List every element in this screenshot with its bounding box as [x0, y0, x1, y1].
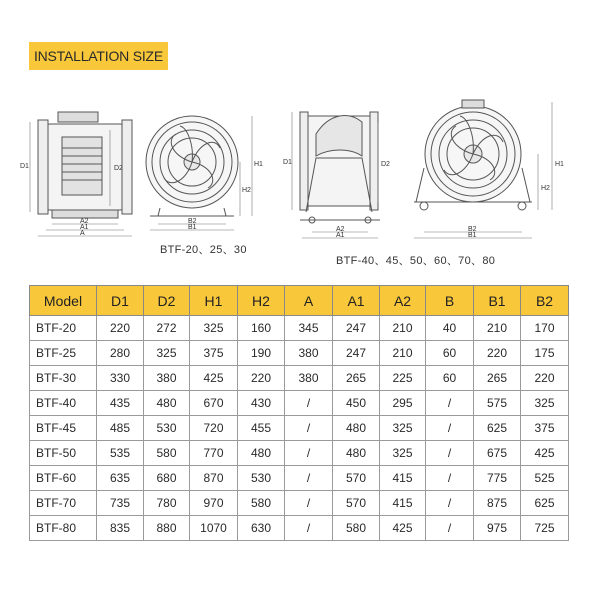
header-a: A — [285, 286, 333, 316]
label-b1-large: B1 — [468, 232, 477, 239]
label-b2-large: B2 — [468, 226, 477, 233]
label-h1-large: H1 — [555, 161, 564, 168]
value-cell: / — [426, 391, 474, 416]
value-cell: 190 — [238, 341, 285, 366]
value-cell: 975 — [474, 516, 521, 541]
value-cell: 775 — [474, 466, 521, 491]
table-row — [30, 491, 569, 516]
header-b: B — [426, 286, 474, 316]
value-cell: 535 — [97, 441, 144, 466]
label-b2-small: B2 — [188, 218, 197, 225]
label-a1-large: A1 — [336, 232, 345, 239]
header-b1: B1 — [474, 286, 521, 316]
table-row — [30, 416, 569, 441]
value-cell: 220 — [238, 366, 285, 391]
value-cell: 425 — [380, 516, 426, 541]
header-a1: A1 — [333, 286, 380, 316]
header-a2: A2 — [380, 286, 426, 316]
value-cell: 875 — [474, 491, 521, 516]
table-row — [30, 366, 569, 391]
value-cell: 415 — [380, 491, 426, 516]
value-cell: 247 — [333, 316, 380, 341]
value-cell: 247 — [333, 341, 380, 366]
value-cell: 485 — [97, 416, 144, 441]
value-cell: 325 — [380, 416, 426, 441]
label-d1-small: D1 — [20, 163, 29, 170]
value-cell: 780 — [144, 491, 190, 516]
table-header-row — [30, 286, 569, 316]
value-cell: 375 — [521, 416, 569, 441]
header-d2: D2 — [144, 286, 190, 316]
value-cell: 380 — [285, 341, 333, 366]
value-cell: 220 — [521, 366, 569, 391]
table-row — [30, 391, 569, 416]
drawings-canvas — [0, 82, 600, 272]
header-b2: B2 — [521, 286, 569, 316]
label-a2-large: A2 — [336, 226, 345, 233]
value-cell: / — [285, 466, 333, 491]
value-cell: / — [285, 441, 333, 466]
label-d1-large: D1 — [283, 159, 292, 166]
installation-size-table — [29, 285, 569, 541]
value-cell: / — [285, 516, 333, 541]
value-cell: 680 — [144, 466, 190, 491]
value-cell: 425 — [190, 366, 238, 391]
value-cell: 175 — [521, 341, 569, 366]
value-cell: 225 — [380, 366, 426, 391]
value-cell: 375 — [190, 341, 238, 366]
table-body — [30, 316, 569, 541]
value-cell: 530 — [238, 466, 285, 491]
model-cell: BTF-40 — [30, 391, 97, 416]
value-cell: 325 — [190, 316, 238, 341]
value-cell: 430 — [238, 391, 285, 416]
value-cell: / — [426, 441, 474, 466]
value-cell: 450 — [333, 391, 380, 416]
value-cell: 220 — [474, 341, 521, 366]
value-cell: 265 — [333, 366, 380, 391]
large-fan-front-view — [414, 100, 552, 238]
value-cell: 970 — [190, 491, 238, 516]
value-cell: 1070 — [190, 516, 238, 541]
value-cell: 570 — [333, 466, 380, 491]
value-cell: 380 — [144, 366, 190, 391]
value-cell: 635 — [97, 466, 144, 491]
table-row — [30, 441, 569, 466]
value-cell: / — [426, 491, 474, 516]
value-cell: 60 — [426, 366, 474, 391]
value-cell: 625 — [474, 416, 521, 441]
value-cell: 272 — [144, 316, 190, 341]
header-h2: H2 — [238, 286, 285, 316]
value-cell: 345 — [285, 316, 333, 341]
label-a2-small: A2 — [80, 218, 89, 225]
value-cell: 210 — [380, 316, 426, 341]
caption-large-fans: BTF-40、45、50、60、70、80 — [336, 255, 496, 267]
label-h1-small: H1 — [254, 161, 263, 168]
value-cell: 735 — [97, 491, 144, 516]
header-d1: D1 — [97, 286, 144, 316]
value-cell: 870 — [190, 466, 238, 491]
value-cell: 675 — [474, 441, 521, 466]
value-cell: 415 — [380, 466, 426, 491]
large-fan-side-view — [292, 112, 380, 238]
model-cell: BTF-45 — [30, 416, 97, 441]
small-fan-front-view — [146, 116, 252, 230]
value-cell: 330 — [97, 366, 144, 391]
value-cell: 480 — [333, 416, 380, 441]
value-cell: / — [285, 491, 333, 516]
value-cell: 325 — [521, 391, 569, 416]
value-cell: 220 — [97, 316, 144, 341]
caption-small-fans: BTF-20、25、30 — [160, 244, 247, 256]
value-cell: 625 — [521, 491, 569, 516]
value-cell: 435 — [97, 391, 144, 416]
label-h2-small: H2 — [242, 187, 251, 194]
value-cell: / — [285, 416, 333, 441]
label-a-small: A — [80, 230, 85, 237]
value-cell: 425 — [521, 441, 569, 466]
model-cell: BTF-80 — [30, 516, 97, 541]
value-cell: / — [426, 466, 474, 491]
table-row — [30, 466, 569, 491]
label-b1-small: B1 — [188, 224, 197, 231]
value-cell: 480 — [144, 391, 190, 416]
table-row — [30, 341, 569, 366]
value-cell: 295 — [380, 391, 426, 416]
value-cell: 210 — [474, 316, 521, 341]
value-cell: / — [285, 391, 333, 416]
section-title: INSTALLATION SIZE — [29, 42, 168, 70]
value-cell: 720 — [190, 416, 238, 441]
value-cell: 530 — [144, 416, 190, 441]
value-cell: 325 — [144, 341, 190, 366]
model-cell: BTF-25 — [30, 341, 97, 366]
table-row — [30, 516, 569, 541]
label-a1-small: A1 — [80, 224, 89, 231]
label-d2-large: D2 — [381, 161, 390, 168]
value-cell: 480 — [238, 441, 285, 466]
installation-drawings — [0, 82, 600, 272]
value-cell: / — [426, 516, 474, 541]
value-cell: 480 — [333, 441, 380, 466]
value-cell: / — [426, 416, 474, 441]
header-model: Model — [30, 286, 97, 316]
value-cell: 210 — [380, 341, 426, 366]
model-cell: BTF-50 — [30, 441, 97, 466]
value-cell: 630 — [238, 516, 285, 541]
value-cell: 575 — [474, 391, 521, 416]
table-row — [30, 316, 569, 341]
value-cell: 770 — [190, 441, 238, 466]
model-cell: BTF-30 — [30, 366, 97, 391]
value-cell: 60 — [426, 341, 474, 366]
value-cell: 380 — [285, 366, 333, 391]
model-cell: BTF-20 — [30, 316, 97, 341]
model-cell: BTF-70 — [30, 491, 97, 516]
value-cell: 325 — [380, 441, 426, 466]
value-cell: 670 — [190, 391, 238, 416]
value-cell: 880 — [144, 516, 190, 541]
model-cell: BTF-60 — [30, 466, 97, 491]
label-d2-small: D2 — [114, 165, 123, 172]
value-cell: 525 — [521, 466, 569, 491]
value-cell: 725 — [521, 516, 569, 541]
value-cell: 835 — [97, 516, 144, 541]
value-cell: 170 — [521, 316, 569, 341]
value-cell: 40 — [426, 316, 474, 341]
value-cell: 580 — [238, 491, 285, 516]
value-cell: 160 — [238, 316, 285, 341]
value-cell: 580 — [144, 441, 190, 466]
label-h2-large: H2 — [541, 185, 550, 192]
value-cell: 280 — [97, 341, 144, 366]
value-cell: 265 — [474, 366, 521, 391]
value-cell: 455 — [238, 416, 285, 441]
value-cell: 570 — [333, 491, 380, 516]
value-cell: 580 — [333, 516, 380, 541]
header-h1: H1 — [190, 286, 238, 316]
